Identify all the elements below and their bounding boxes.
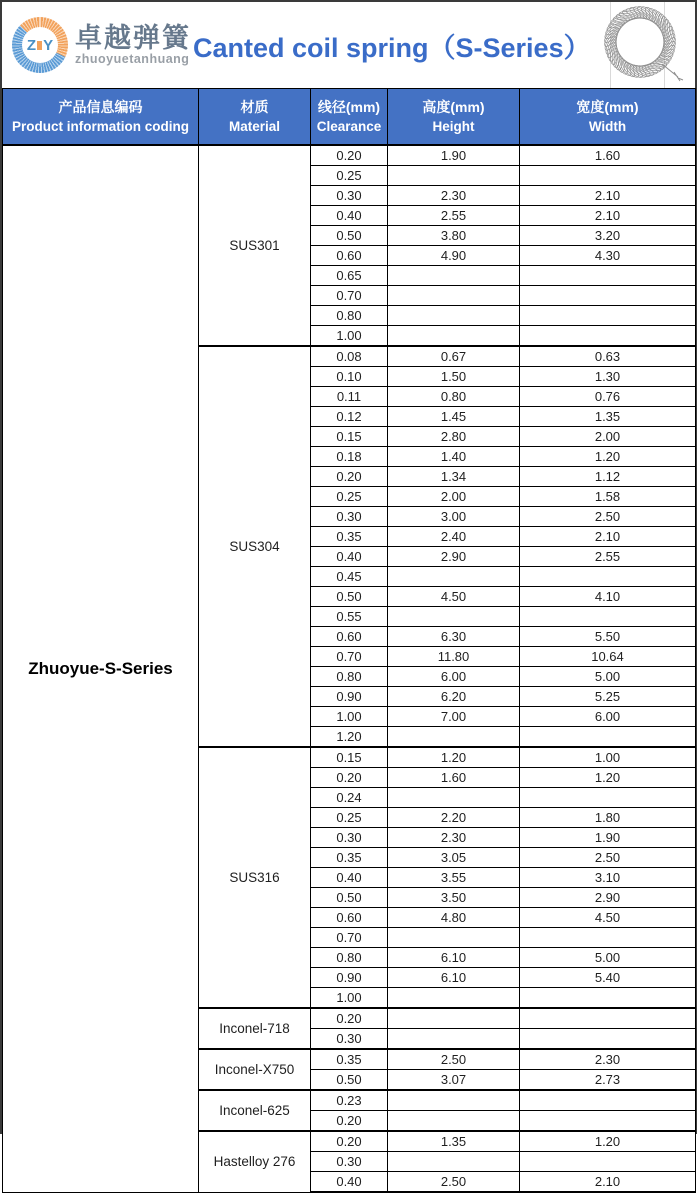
clearance-cell: 0.80 — [311, 306, 388, 326]
width-cell: 5.40 — [520, 968, 696, 988]
width-cell: 1.12 — [520, 467, 696, 487]
height-cell: 2.80 — [388, 427, 520, 447]
width-cell — [520, 306, 696, 326]
height-cell: 6.20 — [388, 687, 520, 707]
material-cell: SUS304 — [199, 346, 311, 747]
height-cell — [388, 727, 520, 748]
clearance-cell: 0.24 — [311, 788, 388, 808]
column-header-clearance — [311, 89, 388, 146]
width-cell — [520, 988, 696, 1009]
canted-coil-spring-icon — [594, 2, 690, 88]
width-cell: 3.20 — [520, 226, 696, 246]
clearance-cell: 0.40 — [311, 868, 388, 888]
width-cell — [520, 1029, 696, 1050]
width-cell — [520, 1090, 696, 1111]
clearance-cell: 0.25 — [311, 166, 388, 186]
clearance-cell: 0.40 — [311, 547, 388, 567]
clearance-cell: 0.25 — [311, 808, 388, 828]
width-cell — [520, 1152, 696, 1172]
width-cell: 10.64 — [520, 647, 696, 667]
column-header-cn: 产品信息编码 — [58, 99, 143, 116]
width-cell: 1.58 — [520, 487, 696, 507]
width-cell: 1.20 — [520, 1131, 696, 1152]
logo-orange-dot-icon — [37, 41, 42, 50]
width-cell — [520, 286, 696, 306]
column-header-cn: 高度(mm) — [422, 99, 485, 116]
width-cell: 3.10 — [520, 868, 696, 888]
clearance-cell: 0.35 — [311, 848, 388, 868]
height-cell: 4.90 — [388, 246, 520, 266]
height-cell — [388, 266, 520, 286]
clearance-cell: 0.80 — [311, 948, 388, 968]
width-cell: 1.80 — [520, 808, 696, 828]
material-cell: Hastelloy 276 — [199, 1131, 311, 1192]
height-cell — [388, 567, 520, 587]
width-cell: 1.20 — [520, 447, 696, 467]
clearance-cell: 0.23 — [311, 1090, 388, 1111]
column-header-width — [520, 89, 696, 146]
clearance-cell: 0.40 — [311, 1172, 388, 1193]
height-cell: 0.80 — [388, 387, 520, 407]
width-cell — [520, 567, 696, 587]
material-cell: Inconel-718 — [199, 1008, 311, 1049]
clearance-cell: 0.20 — [311, 768, 388, 788]
material-cell: Inconel-625 — [199, 1090, 311, 1131]
height-cell: 2.00 — [388, 487, 520, 507]
clearance-cell: 1.20 — [311, 727, 388, 748]
width-cell: 6.00 — [520, 707, 696, 727]
clearance-cell: 1.00 — [311, 988, 388, 1009]
company-name-pinyin: zhuoyuetanhuang — [75, 51, 190, 66]
clearance-cell: 0.70 — [311, 928, 388, 948]
clearance-cell: 0.20 — [311, 467, 388, 487]
clearance-cell: 0.50 — [311, 888, 388, 908]
width-cell — [520, 1008, 696, 1029]
logo-monogram-y: Y — [43, 36, 54, 54]
height-cell: 6.30 — [388, 627, 520, 647]
clearance-cell: 0.50 — [311, 226, 388, 246]
width-cell: 4.50 — [520, 908, 696, 928]
height-cell: 2.40 — [388, 527, 520, 547]
header-row — [3, 89, 696, 146]
page-title: Canted coil spring（S-Series） — [193, 32, 591, 63]
height-cell: 6.00 — [388, 667, 520, 687]
width-cell: 2.10 — [520, 1172, 696, 1193]
material-cell: SUS301 — [199, 145, 311, 346]
height-cell: 6.10 — [388, 968, 520, 988]
column-header-en: Material — [228, 119, 281, 135]
width-cell: 4.10 — [520, 587, 696, 607]
width-cell: 5.00 — [520, 667, 696, 687]
width-cell: 0.76 — [520, 387, 696, 407]
height-cell — [388, 306, 520, 326]
width-cell: 1.30 — [520, 367, 696, 387]
height-cell — [388, 286, 520, 306]
height-cell: 2.50 — [388, 1172, 520, 1193]
height-cell: 2.50 — [388, 1049, 520, 1070]
height-cell: 11.80 — [388, 647, 520, 667]
height-cell: 3.07 — [388, 1070, 520, 1091]
height-cell: 2.30 — [388, 828, 520, 848]
height-cell: 3.05 — [388, 848, 520, 868]
height-cell: 1.40 — [388, 447, 520, 467]
spec-table-body — [3, 145, 696, 1192]
height-cell: 1.45 — [388, 407, 520, 427]
clearance-cell: 0.20 — [311, 1008, 388, 1029]
logo-monogram-z: Z — [26, 36, 37, 54]
height-cell: 3.55 — [388, 868, 520, 888]
width-cell: 2.50 — [520, 507, 696, 527]
width-cell — [520, 607, 696, 627]
height-cell: 4.50 — [388, 587, 520, 607]
width-cell: 1.20 — [520, 768, 696, 788]
column-header-material — [199, 89, 311, 146]
height-cell: 1.90 — [388, 145, 520, 166]
column-header-en: Product information coding — [12, 119, 189, 135]
height-cell — [388, 928, 520, 948]
width-cell: 2.73 — [520, 1070, 696, 1091]
height-cell: 2.20 — [388, 808, 520, 828]
width-cell: 2.55 — [520, 547, 696, 567]
clearance-cell: 0.50 — [311, 587, 388, 607]
clearance-cell: 0.30 — [311, 1152, 388, 1172]
height-cell: 6.10 — [388, 948, 520, 968]
height-cell — [388, 988, 520, 1009]
company-logo — [12, 17, 191, 73]
material-cell: Inconel-X750 — [199, 1049, 311, 1090]
height-cell — [388, 1008, 520, 1029]
height-cell: 1.60 — [388, 768, 520, 788]
height-cell: 0.67 — [388, 346, 520, 367]
clearance-cell: 0.90 — [311, 968, 388, 988]
width-cell — [520, 788, 696, 808]
clearance-cell: 0.30 — [311, 186, 388, 206]
width-cell: 5.25 — [520, 687, 696, 707]
clearance-cell: 0.08 — [311, 346, 388, 367]
clearance-cell: 0.15 — [311, 427, 388, 447]
material-cell: SUS316 — [199, 747, 311, 1008]
height-cell: 2.90 — [388, 547, 520, 567]
height-cell — [388, 166, 520, 186]
clearance-cell: 0.55 — [311, 607, 388, 627]
height-cell — [388, 326, 520, 347]
width-cell: 2.00 — [520, 427, 696, 447]
height-cell: 4.80 — [388, 908, 520, 928]
width-cell: 1.60 — [520, 145, 696, 166]
height-cell — [388, 1111, 520, 1132]
logo-text — [75, 24, 191, 65]
height-cell — [388, 788, 520, 808]
height-cell: 1.35 — [388, 1131, 520, 1152]
clearance-cell: 0.70 — [311, 647, 388, 667]
clearance-cell: 1.00 — [311, 326, 388, 347]
width-cell — [520, 326, 696, 347]
clearance-cell: 0.20 — [311, 145, 388, 166]
width-cell: 2.50 — [520, 848, 696, 868]
width-cell: 1.00 — [520, 747, 696, 768]
column-header-height — [388, 89, 520, 146]
clearance-cell: 0.11 — [311, 387, 388, 407]
series-cell: Zhuoyue-S-Series — [3, 145, 199, 1192]
column-header-en: Height — [432, 119, 475, 135]
height-cell — [388, 607, 520, 627]
width-cell: 0.63 — [520, 346, 696, 367]
column-header-product-information-coding — [3, 89, 199, 146]
width-cell — [520, 727, 696, 748]
clearance-cell: 0.45 — [311, 567, 388, 587]
clearance-cell: 0.60 — [311, 627, 388, 647]
height-cell — [388, 1152, 520, 1172]
width-cell: 2.90 — [520, 888, 696, 908]
spec-table-head — [3, 89, 696, 146]
height-cell: 1.20 — [388, 747, 520, 768]
height-cell — [388, 1090, 520, 1111]
width-cell: 1.90 — [520, 828, 696, 848]
width-cell: 5.00 — [520, 948, 696, 968]
width-cell — [520, 928, 696, 948]
width-cell: 4.30 — [520, 246, 696, 266]
clearance-cell: 1.00 — [311, 707, 388, 727]
clearance-cell: 0.60 — [311, 908, 388, 928]
clearance-cell: 0.15 — [311, 747, 388, 768]
column-header-cn: 线径(mm) — [317, 99, 381, 116]
clearance-cell: 0.90 — [311, 687, 388, 707]
clearance-cell: 0.30 — [311, 828, 388, 848]
clearance-cell: 0.20 — [311, 1131, 388, 1152]
clearance-cell: 0.40 — [311, 206, 388, 226]
height-cell: 3.50 — [388, 888, 520, 908]
clearance-cell: 0.35 — [311, 527, 388, 547]
table-row — [3, 145, 696, 166]
clearance-cell: 0.20 — [311, 1111, 388, 1132]
column-header-cn: 材质 — [240, 99, 269, 116]
height-cell — [388, 1029, 520, 1050]
column-header-en: Clearance — [316, 119, 382, 135]
clearance-cell: 0.30 — [311, 507, 388, 527]
width-cell: 2.10 — [520, 186, 696, 206]
header-band — [2, 2, 695, 88]
column-header-en: Width — [588, 119, 627, 135]
height-cell: 3.80 — [388, 226, 520, 246]
width-cell — [520, 266, 696, 286]
height-cell: 2.55 — [388, 206, 520, 226]
height-cell: 7.00 — [388, 707, 520, 727]
clearance-cell: 0.70 — [311, 286, 388, 306]
height-cell: 2.30 — [388, 186, 520, 206]
height-cell: 1.50 — [388, 367, 520, 387]
width-cell: 5.50 — [520, 627, 696, 647]
clearance-cell: 0.25 — [311, 487, 388, 507]
column-header-cn: 宽度(mm) — [576, 99, 639, 116]
clearance-cell: 0.35 — [311, 1049, 388, 1070]
width-cell: 2.30 — [520, 1049, 696, 1070]
clearance-cell: 0.30 — [311, 1029, 388, 1050]
height-cell: 3.00 — [388, 507, 520, 527]
clearance-cell: 0.50 — [311, 1070, 388, 1091]
clearance-cell: 0.60 — [311, 246, 388, 266]
clearance-cell: 0.10 — [311, 367, 388, 387]
company-name-cn: 卓越弹簧 — [75, 23, 191, 54]
clearance-cell: 0.65 — [311, 266, 388, 286]
spring-image-wrap — [594, 2, 690, 88]
clearance-cell: 0.12 — [311, 407, 388, 427]
width-cell — [520, 166, 696, 186]
height-cell: 1.34 — [388, 467, 520, 487]
logo-monogram — [22, 27, 58, 63]
width-cell: 2.10 — [520, 527, 696, 547]
clearance-cell: 0.80 — [311, 667, 388, 687]
logo-circle-icon — [12, 17, 68, 73]
width-cell: 2.10 — [520, 206, 696, 226]
clearance-cell: 0.18 — [311, 447, 388, 467]
width-cell: 1.35 — [520, 407, 696, 427]
spec-table — [2, 88, 696, 1193]
width-cell — [520, 1111, 696, 1132]
